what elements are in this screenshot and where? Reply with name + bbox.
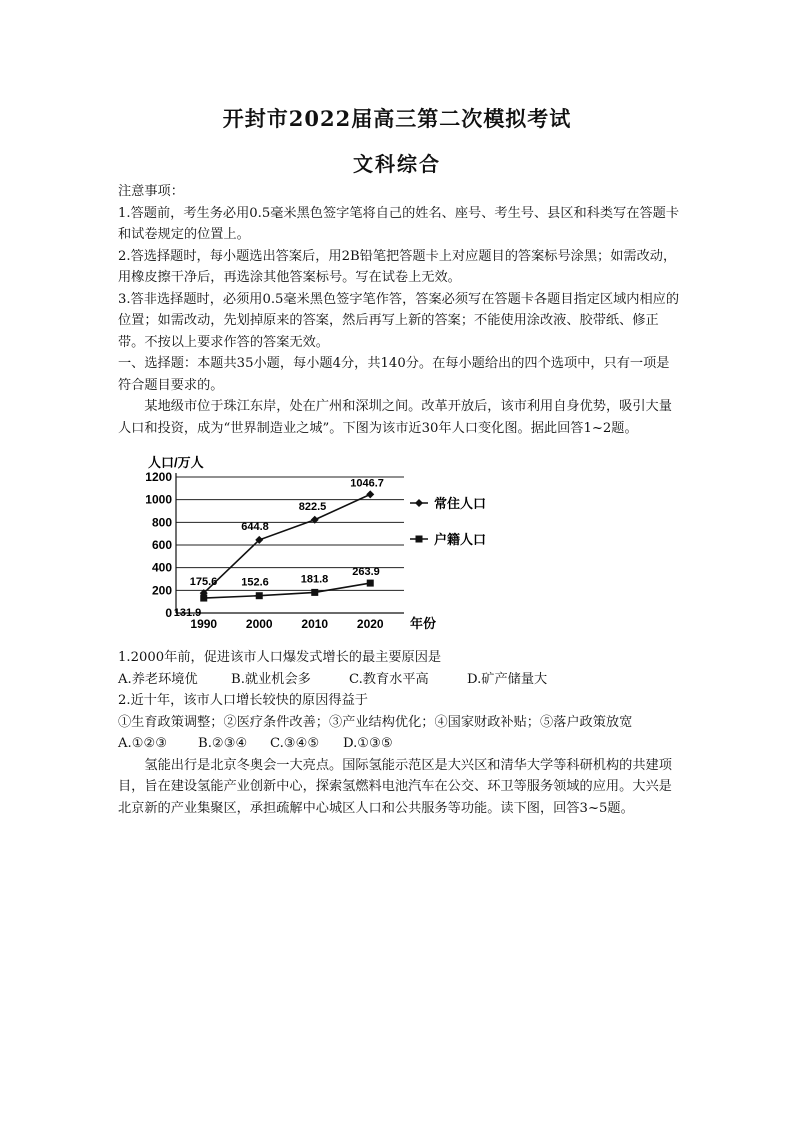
legend-label: 户籍人口	[434, 532, 487, 547]
population-chart	[118, 455, 680, 647]
y-tick-label: 800	[151, 515, 172, 530]
population-chart-svg	[118, 455, 680, 647]
data-label: 822.5	[298, 500, 327, 513]
y-tick-label: 1200	[145, 470, 172, 484]
section-heading: 一、选择题：本题共35小题，每小题4分，共140分。在每小题给出的四个选项中，只有一项是符合题目要求的。	[118, 356, 670, 393]
question-2-statements: ①生育政策调整；②医疗条件改善；③产业结构优化；④国家财政补贴；⑤落户政策放宽	[118, 714, 633, 730]
data-label: 131.9	[173, 607, 202, 620]
data-label: 181.8	[300, 573, 329, 586]
question-1-stem: 1.2000年前，促进该市人口爆发式增长的最主要原因是	[118, 650, 442, 665]
series-line-1	[204, 494, 371, 593]
question-1-options	[118, 669, 680, 691]
series-1-point	[366, 490, 374, 498]
data-label: 263.9	[352, 566, 380, 579]
legend-marker	[415, 499, 423, 507]
question-1-option-b: B.就业机会多	[231, 671, 311, 687]
data-label: 644.8	[241, 520, 269, 533]
data-label: 175.6	[189, 576, 218, 589]
question-1-option-d: D.矿产储量大	[467, 671, 548, 687]
question-2-option-a: A.①②③	[118, 736, 168, 751]
legend-marker	[416, 536, 423, 543]
x-tick-label: 2000	[245, 617, 273, 631]
question-1-option-c: C.教育水平高	[349, 671, 429, 687]
y-tick-label: 0	[165, 606, 172, 620]
notice-item-2: 2.答选择题时，每小题选出答案后，用2B铅笔把答题卡上对应题目的答案标号涂黑；如需改动，用橡皮擦干净后，再选涂其他答案标号。写在试卷上无效。	[118, 248, 677, 285]
question-1-option-a: A.养老环境优	[118, 671, 198, 687]
notice-item-3: 3.答非选择题时，必须用0.5毫米黑色签字笔作答，答案必须写在答题卡各题目指定区域内相应的位置；如需改动，先划掉原来的答案，然后再写上新的答案；不能使用涂改液、胶带纸、修正带。不按以上要求作答的答案无效。	[118, 291, 680, 350]
data-label: 1046.7	[350, 477, 384, 490]
series-2-point	[311, 589, 318, 596]
question-2-options	[118, 733, 680, 755]
series-2-point	[200, 595, 207, 602]
question-2-option-d: D.①③⑤	[343, 736, 393, 751]
exam-content	[118, 181, 680, 819]
exam-subtitle: 文科综合	[353, 152, 441, 176]
y-tick-label: 200	[151, 583, 172, 598]
question-2-option-b: B.②③④	[198, 736, 248, 751]
question-2-stem: 2.近十年，该市人口增长较快的原因得益于	[118, 693, 368, 708]
notice-item-1: 1.答题前，考生务必用0.5毫米黑色签字笔将自己的姓名、座号、考生号、县区和科类写在答题卡和试卷规定的位置上。	[118, 205, 680, 242]
series-2-point	[367, 580, 374, 587]
notice-heading: 注意事项：	[118, 184, 184, 199]
x-axis-label: 年份	[410, 616, 437, 631]
y-tick-label: 1000	[145, 492, 172, 507]
passage-2: 氢能出行是北京冬奥会一大亮点。国际氢能示范区是大兴区和清华大学等科研机构的共建项目，旨在建设氢能产业创新中心，探索氢燃料电池汽车在公交、环卫等服务领域的应用。大兴是北京新的产业集聚区，承担疏解中心城区人口和公共服务等功能。读下图，回答3~5题。	[118, 757, 672, 816]
exam-title: 开封市2022届高三第二次模拟考试	[222, 106, 572, 131]
x-tick-label: 2010	[301, 617, 329, 631]
y-axis-label: 人口/万人	[148, 455, 204, 470]
passage-1: 某地级市位于珠江东岸，处在广州和深圳之间。改革开放后，该市利用自身优势，吸引大量人口和投资，成为“世界制造业之城”。下图为该市近30年人口变化图。据此回答1~2题。	[118, 399, 672, 436]
series-2-point	[256, 592, 263, 599]
y-tick-label: 400	[151, 560, 172, 575]
data-label: 152.6	[241, 576, 269, 589]
legend-label: 常住人口	[434, 496, 487, 511]
x-tick-label: 2020	[356, 617, 384, 631]
x-tick-label: 1990	[190, 617, 218, 631]
y-tick-label: 600	[151, 538, 172, 552]
question-2-option-c: C.③④⑤	[270, 736, 320, 751]
